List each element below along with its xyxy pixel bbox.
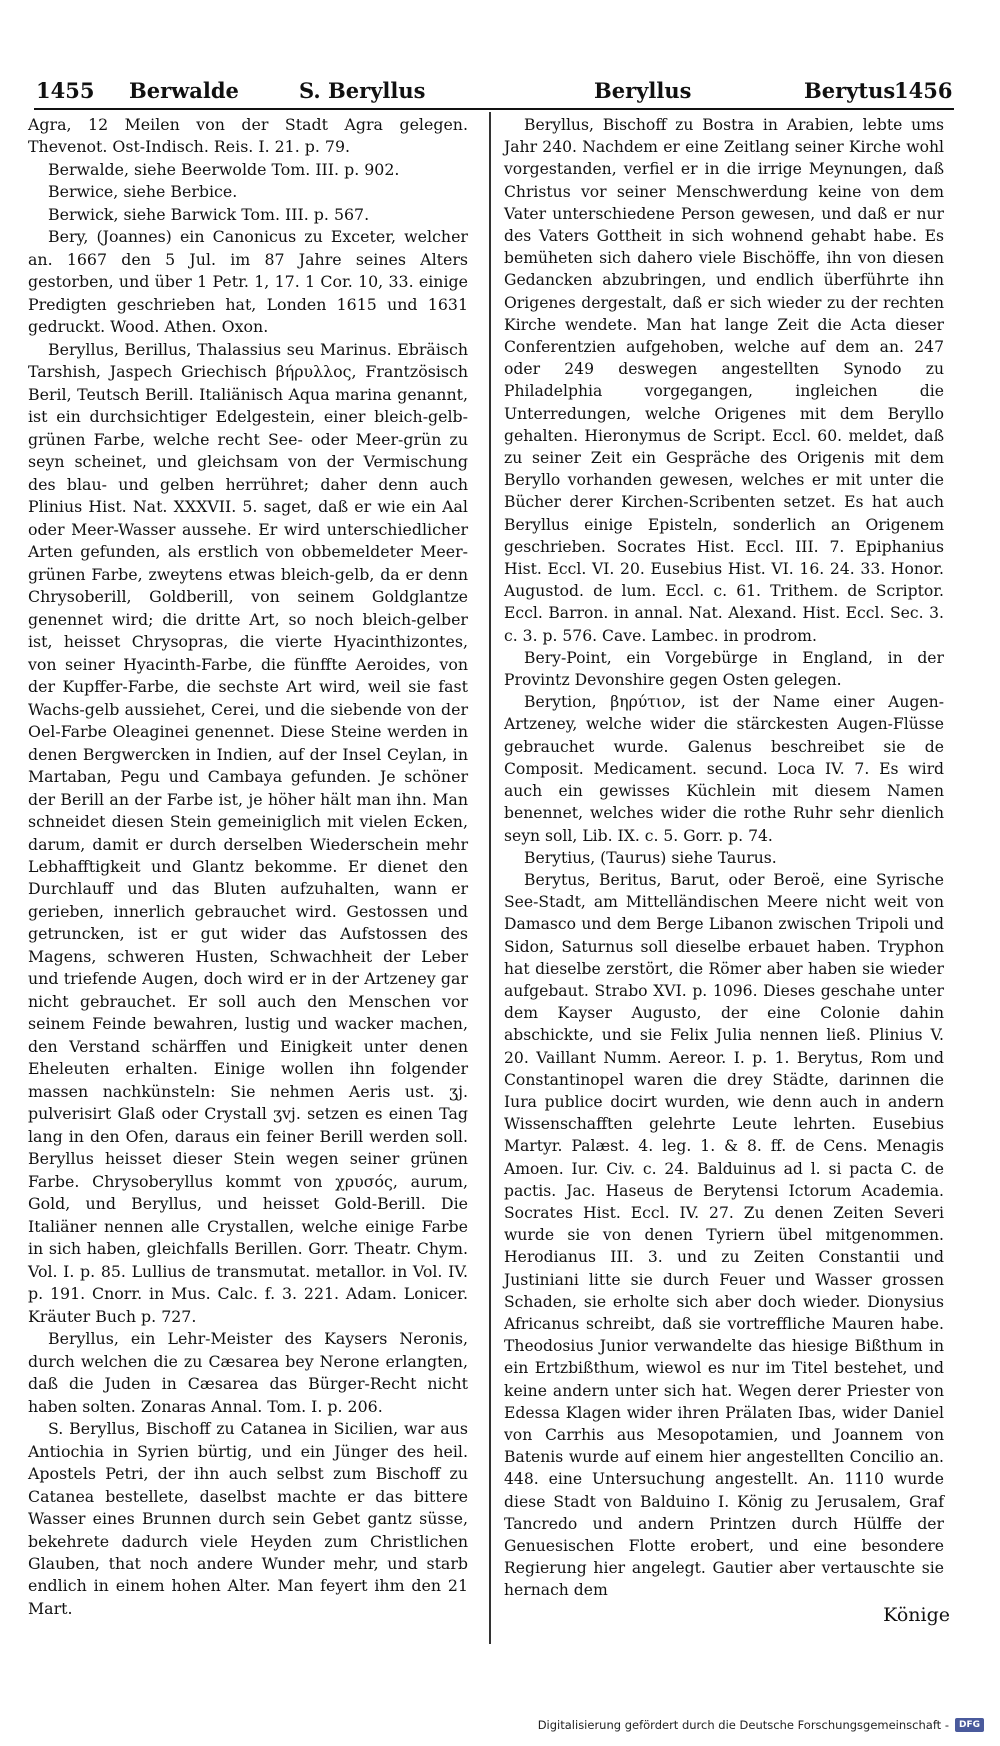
entry-paragraph: Bery-Point, ein Vorgebürge in England, in der Provintz Devonshire gegen Osten gelegen. [504,648,944,690]
column-divider [489,112,491,1644]
entry-paragraph: Beryllus, Berillus, Thalassius seu Marinus. Ebräisch Tarshish, Jaspech Griechisch βήρυλλος, Frantzösisch Beril, Teutsch Berill. Italiänisch Aqua marina genannt, ist ein durchsichtiger Edelgestein, einer bleich-gelb-grünen Farbe, welche recht See- oder Meer-grün zu seyn scheinet, und gleichsam von der Vermischung des blau- und gelben herrühret; daher denn auch Plinius Hist. Nat. XXXVII. 5. saget, daß er wie ein Aal oder Meer-Wasser aussehe. Er wird unterschiedlicher Arten gefunden, als erstlich von obbemeldeter Meer-grünen Farbe, zweytens etwas bleich-gelb, da er denn Chrysoberill, Goldberill, von seinem Goldglantze genennet wird; die dritte Art, so noch bleich-gelber ist, heisset Chrysopras, die vierte Hyacinthizontes, von seiner Hyacinth-Farbe, die fünffte Aeroides, von der Kupffer-Farbe, die sechste Art wird, weil sie fast Wachs-gelb aussiehet, Cerei, und die siebende von der Oel-Farbe Oleaginei genennet. Diese Steine werden in denen Bergwercken in Indien, auf der Insel Ceylan, in Martaban, Pegu und Cambaya gefunden. Je schöner der Berill an der Farbe ist, je höher hält man ihn. Man schneidet diesen Stein gemeiniglich mit vielen Ecken, darum, damit er durch derselben Wiederschein mehr Lebhafftigkeit und Glantz bekomme. Er dienet den Durchlauff und das Bluten aufzuhalten, wann er gerieben, innerlich gebrauchet wird. Gestossen und getruncken, ist er gut wider das Aufstossen des Magens, schweren Husten, Schwachheit der Leber und triefende Augen, doch wird er in der Artzeney gar nicht gebrauchet. Er soll auch den Menschen vor seinem Feinde bewahren, lustig und wacker machen, den Verstand schärffen und Einigkeit unter denen Eheleuten erhalten. Einige wollen ihn folgender massen nachkünsteln: Sie nehmen Aeris ust. ʒj. pulverisirt Glaß oder Crystall ʒvj. setzen es einen Tag lang in den Ofen, daraus ein feiner Berill werden soll. Beryllus heisset dieser Stein wegen seiner grünen Farbe. Chrysoberyllus kommt von χρυσός, aurum, Gold, und Beryllus, und heisset Gold-Berill. Die Italiäner nennen alle Crystallen, welche einige Farbe in sich haben, gleichfalls Berillen. Gorr. Theatr. Chym. Vol. I. p. 85. Lullius de transmutat. metallor. in Vol. IV. p. 191. Cnorr. in Mus. Calc. f. 3. 221. Adam. Lonicer. Kräuter Buch p. 727. [28,339,468,1326]
entry-paragraph: Berytius, (Taurus) siehe Taurus. [524,848,777,867]
entry-paragraph: Berwalde, siehe Beerwolde Tom. III. p. 902. [48,159,400,179]
page-number-left: 1455 [36,78,95,103]
entry-paragraph: Beryllus, ein Lehr-Meister des Kaysers Neronis, durch welchen die zu Cæsarea bey Nerone erlangten, daß die Juden in Cæsarea das Bürger-Recht nicht haben solten. Zonaras Annal. Tom. I. p. 206. [28,1329,468,1416]
header-word-3: Beryllus [594,78,692,103]
entry-paragraph: Berytion, βηρύτιον, ist der Name einer Augen-Artzeney, welche wider die stärckesten Augen-Flüsse gebrauchet wurde. Galenus beschreibet sie de Composit. Medicament. secund. Loca IV. 7. Es wird auch ein gewisses Küchlein mit diesem Namen benennet, welches wider die rothe Ruhr sehr dienlich seyn soll, Lib. IX. c. 5. Gorr. p. 74. [504,693,944,845]
footer-text: Digitalisierung gefördert durch die Deutsche Forschungsgemeinschaft - [537,1718,949,1732]
header-word-4: Berytus [804,78,896,103]
entry-paragraph: Beryllus, Bischoff zu Bostra in Arabien, lebte ums Jahr 240. Nachdem er eine Zeitlang seiner Kirche wohl vorgestanden, verfiel er in die irrige Meynungen, daß Christus vor seiner Menschwerdung keine von dem Vater unterschiedene Person gewesen, und daß er nur des Vaters Gottheit in sich wohnend gehabt habe. Es bemüheten sich dahero viele Bischöffe, ihn von diesen Gedancken abzubringen, und endlich überführte ihn Origenes dergestalt, daß er sich wieder zu der rechten Kirche wendete. Man hat lange Zeit die Acta dieser Conferentzien aufgehoben, welche auf dem an. 247 oder 249 deswegen angestellten Synodo zu Philadelphia vorgegangen, ingleichen die Unterredungen, welche Origenes mit dem Beryllo gehalten. Hieronymus de Script. Eccl. 60. meldet, daß zu seiner Zeit ein Gespräche des Origenis mit dem Beryllo vorhanden gewesen, welches er mit unter die Bücher derer Kirchen-Scribenten setzet. Es hat auch Beryllus einige Episteln, sonderlich an Origenem geschrieben. Socrates Hist. Eccl. III. 7. Epiphanius Hist. Eccl. VI. 20. Eusebius Hist. VI. 16. 24. 33. Honor. Augustod. de lum. Eccl. c. 61. Trithem. de Scriptor. Eccl. Barron. in annal. Nat. Alexand. Hist. Eccl. Sec. 3. c. 3. p. 576. Cave. Lambec. in prodrom. [504,116,944,645]
entry-paragraph: S. Beryllus, Bischoff zu Catanea in Sicilien, war aus Antiochia in Syrien bürtig, und ein Jünger des heil. Apostels Petri, der ihn auch selbst zum Bischoff zu Catanea bestellete, daselbst machte er das bittere Wasser eines Brunnen durch sein Gebet gantz süsse, bekehrete dadurch viele Heyden zum Christlichen Glauben, that noch andere Wunder mehr, und starb endlich in einem hohen Alter. Man feyert ihm den 21 Mart. [28,1419,468,1618]
right-column [504,114,944,1602]
running-header [34,78,954,110]
header-word-1: Berwalde [129,78,239,103]
entry-paragraph: Bery, (Joannes) ein Canonicus zu Exceter, welcher an. 1667 den 5 Jul. im 87 Jahre seines Alters gestorben, und über 1 Petr. 1, 17. 1 Cor. 10, 33. einige Predigten geschrieben hat, Londen 1615 und 1631 gedruckt. Wood. Athen. Oxon. [28,227,468,337]
header-word-2: S. Beryllus [299,78,426,103]
entry-paragraph: Agra, 12 Meilen von der Stadt Agra gelegen. Thevenot. Ost-Indisch. Reis. I. 21. p. 79. [28,115,468,157]
catchword: Könige [883,1604,950,1626]
digitization-footer [538,1718,984,1732]
entry-paragraph: Berytus, Beritus, Barut, oder Beroë, eine Syrische See-Stadt, am Mittelländischen Meere nicht weit von Damasco und dem Berge Libanon zwischen Tripoli und Sidon, Saturnus soll dieselbe erbauet haben. Tryphon hat dieselbe zerstört, die Römer aber haben sie wieder aufgebaut. Strabo XVI. p. 1096. Dieses geschahe unter dem Kayser Augusto, der eine Colonie dahin abschickte, und sie Felix Julia nennen ließ. Plinius V. 20. Vaillant Numm. Aereor. I. p. 1. Berytus, Rom und Constantinopel waren die drey Städte, darinnen die Iura publice docirt wurden, wie denn auch in andern Wissenschafften gelehrte Leute lehrten. Eusebius Martyr. Palæst. 4. leg. 1. & 8. ff. de Cens. Menagis Amoen. Iur. Civ. c. 24. Balduinus ad l. si pacta C. de pactis. Jac. Haseus de Berytensi Ictorum Academia. Socrates Hist. Eccl. IV. 27. Zu denen Zeiten Severi wurde sie von denen Tyriern übel mitgenommen. Herodianus III. 3. und zu Zeiten Constantii und Justiniani litte sie durch Feuer und Wasser grossen Schaden, sie erholte sich aber doch wieder. Dionysius Africanus schreibt, daß sie vortreffliche Mauren habe. Theodosius Junior verwandelte das hiesige Bißthum in ein Ertzbißthum, wiewol es nur im Titel bestehet, und keine andern unter sich hat. Wegen derer Priester von Edessa Klagen wider ihren Prälaten Ibas, wider Daniel von Carrhis aus Mesopotamien, und Joannem von Batenis wurde auf einem hier angestellten Concilio an. 448. eine Untersuchung angestellt. An. 1110 wurde diese Stadt von Balduino I. König zu Jerusalem, Graf Tancredo und andern Printzen durch Hülffe der Genuesischen Flotte erobert, und eine besondere Regierung hier angelegt. Gautier aber vertauschte sie hernach dem [504,870,944,1600]
dfg-logo: DFG [955,1718,984,1732]
page-number-right: 1456 [894,78,953,103]
left-column [28,114,468,1620]
entry-paragraph: Berwick, siehe Barwick Tom. III. p. 567. [48,204,370,224]
entry-paragraph: Berwice, siehe Berbice. [48,182,238,202]
